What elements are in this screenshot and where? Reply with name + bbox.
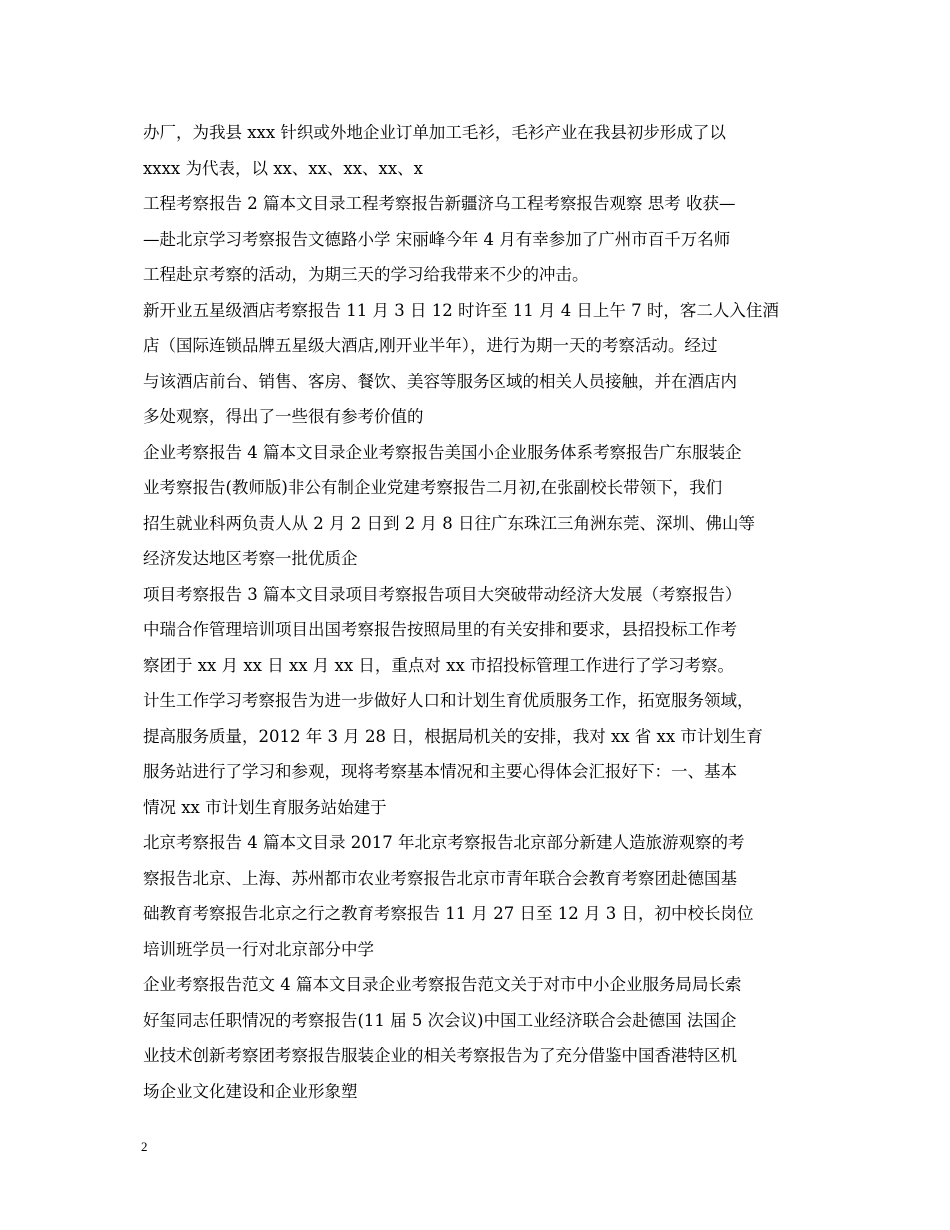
text-line: 察报告北京、上海、苏州都市农业考察报告北京市青年联合会教育考察团赴德国基: [143, 868, 737, 888]
text-line: 工程赴京考察的活动，为期三天的学习给我带来不少的冲击。: [143, 265, 589, 284]
text-line: —赴北京学习考察报告文德路小学 宋丽峰今年 4 月有幸参加了广州市百千万名师: [143, 229, 731, 249]
text-line: 新开业五星级酒店考察报告 11 月 3 日 12 时许至 11 月 4 日上午 7 时，客二人入住酒: [143, 300, 779, 320]
text-line: 工程考察报告 2 篇本文目录工程考察报告新疆济乌工程考察报告观察 思考 收获—: [143, 194, 736, 213]
page-number: 2: [141, 1139, 148, 1154]
text-line: 企业考察报告范文 4 篇本文目录企业考察报告范文关于对市中小企业服务局局长索: [143, 975, 742, 994]
document-body: [143, 115, 813, 1109]
text-line: 培训班学员一行对北京部分中学: [143, 939, 374, 959]
text-line: 场企业文化建设和企业形象塑: [143, 1081, 358, 1101]
text-line: 北京考察报告 4 篇本文目录 2017 年北京考察报告北京部分新建人造旅游观察的考: [143, 833, 745, 852]
text-line: 多处观察，得出了一些很有参考价值的: [143, 407, 424, 426]
text-line: 项目考察报告 3 篇本文目录项目考察报告项目大突破带动经济大发展（考察报告）: [143, 584, 742, 604]
text-line: 服务站进行了学习和参观，现将考察基本情况和主要心得体会汇报好下：一、基本: [143, 762, 737, 781]
text-line: 情况 xx 市计划生育服务站始建于: [143, 797, 387, 817]
text-line: 办厂，为我县 xxx 针织或外地企业订单加工毛衫，毛衫产业在我县初步形成了以: [143, 123, 726, 142]
text-line: 础教育考察报告北京之行之教育考察报告 11 月 27 日至 12 月 3 日，初中校长岗位: [143, 904, 754, 923]
text-line: 察团于 xx 月 xx 日 xx 月 xx 日，重点对 xx 市招投标管理工作进行了学习考察。: [143, 655, 735, 675]
text-line: 经济发达地区考察一批优质企: [143, 549, 358, 568]
text-line: 业考察报告(教师版)非公有制企业党建考察报告二月初,在张副校长带领下，我们: [143, 478, 723, 497]
text-line: 店（国际连锁品牌五星级大酒店,刚开业半年），进行为期一天的考察活动。经过: [143, 336, 718, 355]
text-line: 与该酒店前台、销售、客房、餐饮、美容等服务区域的相关人员接触，并在酒店内: [143, 371, 737, 391]
text-line: 招生就业科两负责人从 2 月 2 日到 2 月 8 日往广东珠江三角洲东莞、深圳、佛山等: [143, 513, 755, 533]
text-line: 中瑞合作管理培训项目出国考察报告按照局里的有关安排和要求，县招投标工作考: [143, 620, 737, 639]
text-line: 业技术创新考察团考察报告服装企业的相关考察报告为了充分借鉴中国香港特区机: [143, 1046, 737, 1065]
text-line: xxxx 为代表，以 xx、xx、xx、xx、x: [143, 158, 423, 178]
text-line: 好玺同志任职情况的考察报告(11 届 5 次会议)中国工业经济联合会赴德国 法国企: [143, 1010, 737, 1030]
text-line: 提高服务质量，2012 年 3 月 28 日，根据局机关的安排，我对 xx 省 xx 市计划生育: [143, 726, 763, 746]
text-line: 计生工作学习考察报告为进一步做好人口和计划生育优质服务工作，拓宽服务领域，: [143, 691, 754, 710]
text-line: 企业考察报告 4 篇本文目录企业考察报告美国小企业服务体系考察报告广东服装企: [143, 442, 742, 462]
